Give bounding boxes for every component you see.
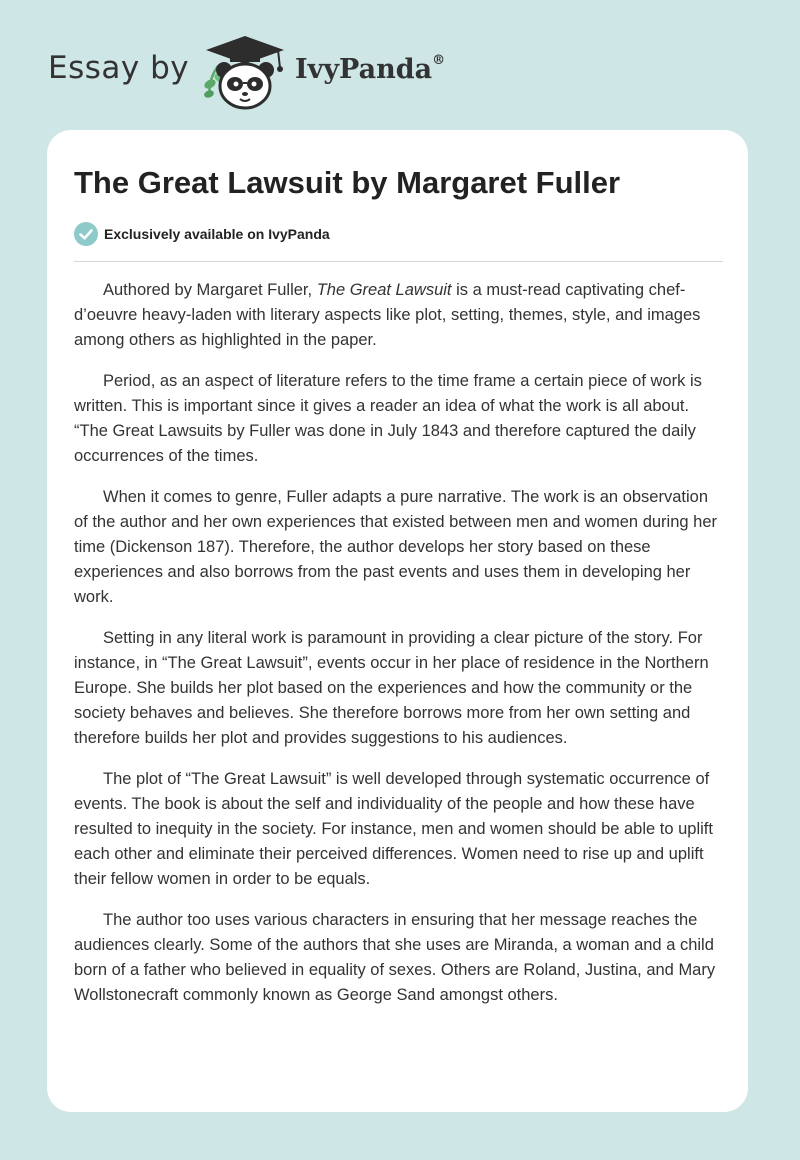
- paragraph-4: Setting in any literal work is paramount in providing a clear picture of the story. For instance, in “The Great Lawsuit”, events occur in her place of residence in the Northern Europe. She builds her plot based on the experiences and how the community or the society behaves and believes. She therefore borrows more from her own setting and therefore builds her plot and provides suggestions to his audiences.: [74, 629, 709, 747]
- check-circle-icon: [74, 222, 98, 246]
- essay-body: [74, 278, 726, 1024]
- paragraph-1-rest: is a must-read captivating chef-d’oeuvre heavy-laden with literary aspects like plot, setting, themes, style, and images among others as highlighted in the paper.: [74, 281, 701, 349]
- book-title-emphasis: The Great Lawsuit: [316, 281, 452, 299]
- paragraph-6: The author too uses various characters in ensuring that her message reaches the audiences clearly. Some of the authors that she uses are Miranda, a woman and a child born of a father who believed in equality of sexes. Others are Roland, Justina, and Mary Wollstonecraft commonly known as George Sand amongst others.: [74, 911, 716, 1004]
- essay-card: [47, 130, 748, 1112]
- paragraph-2: Period, as an aspect of literature refers to the time frame a certain piece of work is written. This is important since it gives a reader an idea of what the work is all about. “The Great Lawsuits by Fuller was done in July 1843 and therefore captured the daily occurrences of the times.: [74, 372, 702, 465]
- essay-by-label: Essay by: [48, 50, 190, 86]
- essay-title: The Great Lawsuit by Margaret Fuller: [74, 165, 621, 200]
- exclusive-badge: [74, 222, 330, 246]
- title-divider: [74, 261, 723, 262]
- paragraph-5: The plot of “The Great Lawsuit” is well developed through systematic occurrence of events. The book is about the self and individuality of the people and how these have resulted to inequity in the society. For instance, men and women should be able to uplift each other and eliminate their perceived differences. Women need to rise up and uplift their fellow women in order to be equals.: [74, 770, 713, 888]
- site-header: [48, 34, 488, 110]
- paragraph-1: [74, 278, 726, 353]
- panda-mascot-icon[interactable]: [200, 34, 290, 110]
- paragraph-3: When it comes to genre, Fuller adapts a pure narrative. The work is an observation of the author and her own experiences that existed between men and women during her time (Dickenson 187). Therefore, the author develops her story based on these experiences and also borrows from the past events and uses them in developing her work.: [74, 488, 717, 606]
- paragraph-1-lead: Authored by Margaret Fuller,: [103, 281, 317, 299]
- exclusive-badge-label: Exclusively available on IvyPanda: [104, 226, 330, 242]
- brand-name[interactable]: [295, 54, 445, 85]
- registered-mark: ®: [432, 53, 446, 68]
- brand-text: IvyPanda: [295, 54, 433, 85]
